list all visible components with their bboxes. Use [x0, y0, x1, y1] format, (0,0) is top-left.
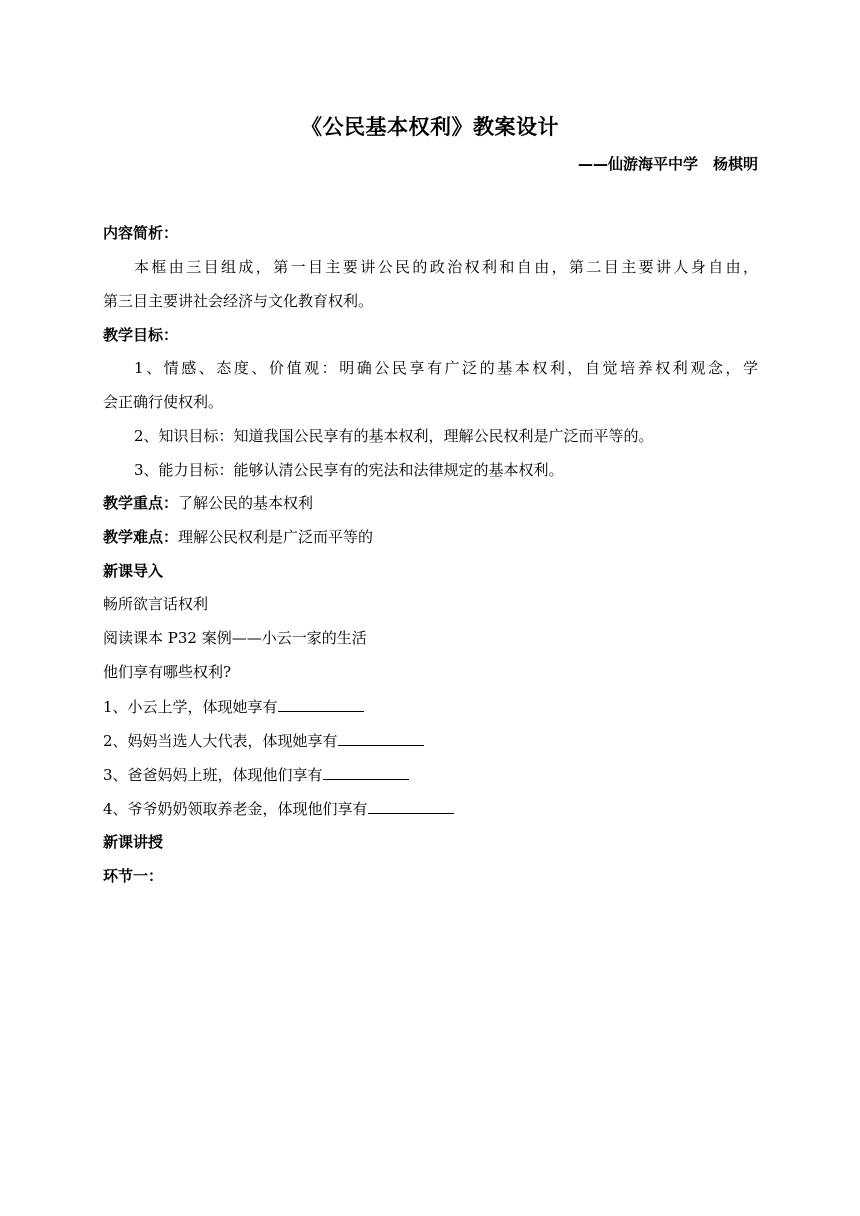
objectives-heading: 教学目标：: [103, 326, 179, 344]
intro-line-2: 阅读课本 P32 案例——小云一家的生活: [103, 629, 367, 647]
difficulty-label: 教学难点：: [103, 528, 179, 546]
summary-heading: 内容简析：: [103, 224, 179, 242]
section-1-heading: 环节一：: [103, 867, 164, 885]
lecture-heading: 新课讲授: [103, 833, 164, 851]
answer-blank: [338, 728, 424, 746]
key-point-text: 了解公民的基本权利: [178, 494, 314, 512]
question-2-text: 2、妈妈当选人大代表，体现她享有: [103, 732, 338, 750]
question-2: [103, 728, 758, 753]
intro-line-1: 畅所欲言话权利: [103, 595, 209, 613]
document-title: 《公民基本权利》教案设计: [301, 115, 559, 139]
author-line: ——仙游海平中学 杨棋明: [577, 155, 758, 173]
question-4-text: 4、爷爷奶奶领取养老金，体现他们享有: [103, 800, 368, 818]
question-3: [103, 762, 758, 787]
answer-blank: [368, 796, 454, 814]
answer-blank: [323, 762, 409, 780]
intro-line-3: 他们享有哪些权利?: [103, 663, 232, 681]
question-1-text: 1、小云上学，体现她享有: [103, 698, 278, 716]
objective-1-line-1: 1、情感、态度、价值观：明确公民享有广泛的基本权利，自觉培养权利观念，学: [134, 359, 758, 377]
objective-1-line-2: 会正确行使权利。: [103, 393, 224, 411]
question-1: [103, 694, 758, 719]
difficulty-line: [103, 525, 758, 549]
answer-blank: [278, 694, 364, 712]
summary-line-1: 本框由三目组成，第一目主要讲公民的政治权利和自由，第二目主要讲人身自由，: [134, 258, 758, 276]
difficulty-text: 理解公民权利是广泛而平等的: [178, 528, 374, 546]
summary-line-2: 第三目主要讲社会经济与文化教育权利。: [103, 292, 374, 310]
question-4: [103, 796, 758, 821]
question-3-text: 3、爸爸妈妈上班，体现他们享有: [103, 766, 323, 784]
objective-2: 2、知识目标：知道我国公民享有的基本权利，理解公民权利是广泛而平等的。: [134, 427, 654, 445]
key-point-label: 教学重点：: [103, 494, 179, 512]
intro-heading: 新课导入: [103, 562, 164, 580]
key-point-line: [103, 491, 758, 515]
objective-3: 3、能力目标：能够认清公民享有的宪法和法律规定的基本权利。: [134, 461, 564, 479]
